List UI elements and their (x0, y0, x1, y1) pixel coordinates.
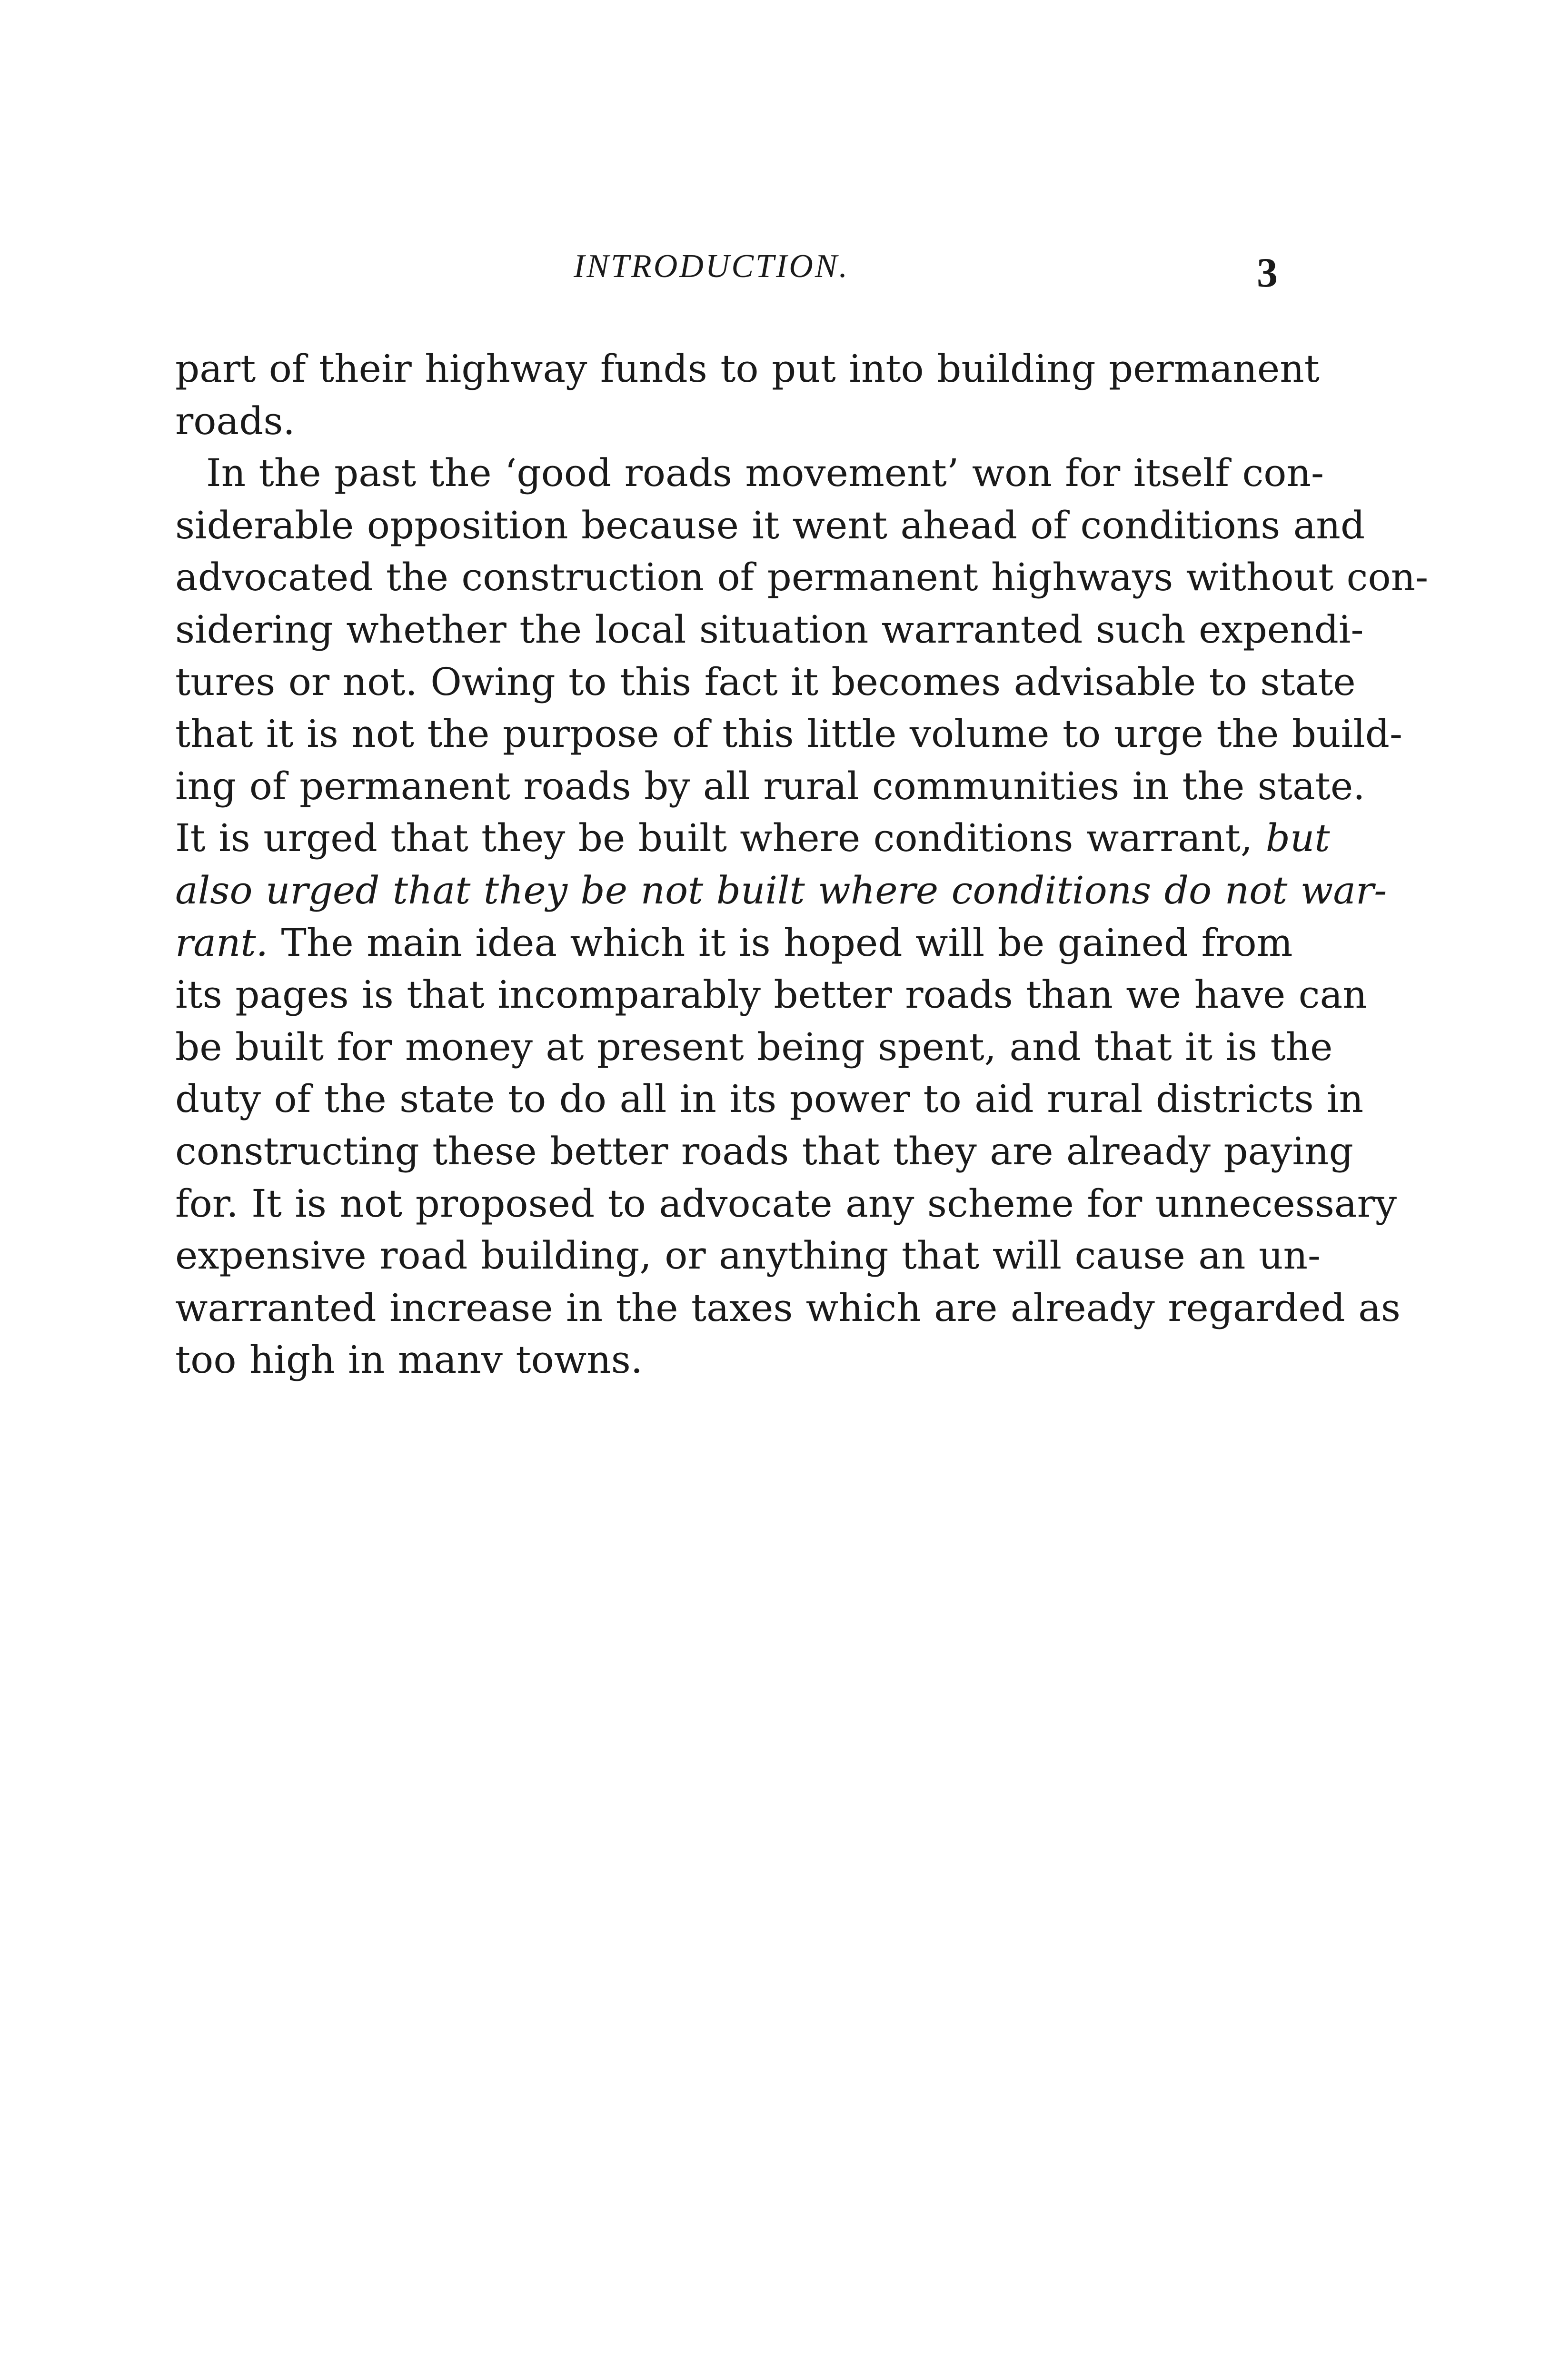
text-line: duty of the state to do all in its power to aid rural districts in (175, 1077, 1364, 1121)
text-fragment: It is urged that they be built where conditions warrant, (175, 816, 1253, 861)
text-line: roads. (175, 398, 295, 443)
italic-fragment: also urged that they be not built where conditions do not war- (175, 868, 1387, 912)
text-line: ing of permanent roads by all rural communities in the state. (175, 764, 1365, 808)
text-fragment: The main idea which it is hoped will be gained from (281, 920, 1293, 965)
page-body (175, 343, 1429, 1386)
text-line (175, 812, 1330, 864)
text-line (175, 917, 1293, 969)
text-line (175, 864, 1387, 917)
text-line: In the past the ‘good roads movement’ won for itself con- (206, 451, 1324, 496)
text-line: too high in manv towns. (175, 1338, 643, 1382)
text-line: that it is not the purpose of this little volume to urge the build- (175, 712, 1403, 756)
italic-fragment: rant. (175, 920, 268, 965)
running-head: INTRODUCTION. (574, 248, 850, 285)
text-line: advocated the construction of permanent highways without con- (175, 555, 1429, 600)
text-line: expensive road building, or anything that will cause an un- (175, 1233, 1321, 1278)
text-line: tures or not. Owing to this fact it becomes advisable to state (175, 659, 1356, 704)
text-line: for. It is not proposed to advocate any scheme for unnecessary (175, 1181, 1397, 1226)
text-line: warranted increase in the taxes which are already regarded as (175, 1285, 1401, 1330)
page-number: 3 (1257, 250, 1278, 296)
text-line: its pages is that incomparably better roads than we have can (175, 972, 1367, 1017)
italic-fragment: but (1265, 816, 1330, 861)
text-line: siderable opposition because it went ahead of conditions and (175, 503, 1365, 547)
text-line: constructing these better roads that they are already paying (175, 1129, 1353, 1173)
text-line: be built for money at present being spent, and that it is the (175, 1024, 1333, 1069)
text-line: sidering whether the local situation warranted such expendi- (175, 607, 1364, 652)
text-line: part of their highway funds to put into building permanent (175, 347, 1320, 391)
